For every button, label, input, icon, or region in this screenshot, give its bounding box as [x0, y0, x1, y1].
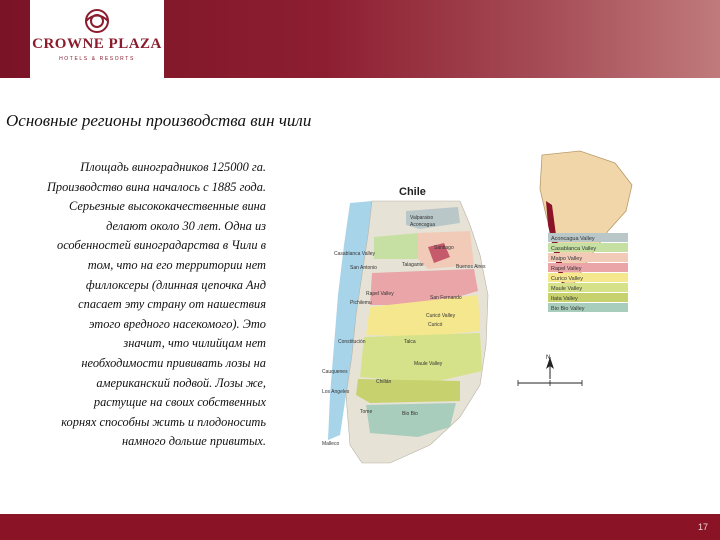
legend-label: Itata Valley — [551, 296, 578, 302]
region-itata — [356, 379, 460, 403]
body-line: Серьезные высококачественные вина — [69, 199, 266, 214]
logo-tagline: HOTELS & RESORTS — [59, 56, 135, 62]
map-label-curico-valley: Curicó Valley — [426, 313, 456, 319]
compass-north-label: N — [546, 355, 551, 361]
map-label-maule: Maule Valley — [414, 361, 443, 367]
logo — [30, 0, 164, 78]
legend-label: Rapel Valley — [551, 266, 582, 272]
map-label-los-angeles: Los Angeles — [322, 389, 350, 395]
page-number: 17 — [697, 522, 708, 532]
body-line: корнях способны жить и плодоносить — [61, 414, 266, 429]
body-line: Площадь виноградников 125000 га. — [80, 160, 266, 174]
map-title: Chile — [399, 186, 426, 198]
map-label-pichilemu: Pichilemu — [350, 300, 372, 306]
legend-label: Maule Valley — [551, 286, 583, 292]
body-line: спасает эту страну от нашествия — [78, 297, 266, 312]
map-label-san-antonio: San Antonio — [350, 265, 377, 271]
map-label-buenos-aires: Buenos Aires — [456, 264, 486, 270]
body-line: делают около 30 лет. Одна из — [106, 218, 266, 233]
body-line: значит, что чилийцам нет — [123, 336, 266, 351]
body-line: филлоксеры (длинная цепочка Анд — [85, 277, 266, 292]
map-label-cauquenes: Cauquenes — [322, 369, 348, 375]
map-label-malleco: Malleco — [322, 441, 340, 447]
body-line: необходимости прививать лозы на — [81, 355, 266, 370]
legend-label: Bio Bio Valley — [551, 306, 585, 312]
scale-bar — [518, 380, 582, 386]
page-title: Основные регионы производства вин чили — [6, 111, 312, 130]
body-line: намного дольше привитых. — [122, 434, 266, 449]
map-label-valparaiso: Valparaiso — [410, 215, 434, 221]
region-casablanca — [374, 233, 418, 259]
map-label-aconcagua: Aconcagua — [410, 222, 436, 228]
body-line: особенностей виноградарства в Чили в — [57, 238, 266, 253]
map-label-chillan: Chillán — [376, 379, 392, 385]
compass-rose-icon — [546, 355, 554, 379]
body-line: американский подвой. Лозы же, — [96, 375, 266, 390]
map-label-casablanca: Casablanca Valley — [334, 251, 376, 257]
legend-label: Maipo Valley — [551, 256, 583, 262]
body-line: этого вредного насекомого). Это — [88, 316, 266, 331]
body-text — [8, 158, 266, 452]
map-label-constitucion: Constitución — [338, 339, 366, 345]
body-line: том, что на его территории нет — [87, 257, 266, 272]
body-line: растущие на своих собственных — [93, 395, 266, 410]
map-label-bio-bio: Bio Bio — [402, 411, 418, 417]
crown-logo-icon — [82, 8, 112, 34]
map-label-talca: Talca — [404, 339, 416, 345]
map-label-rapel: Rapel Valley — [366, 291, 394, 297]
map-label-santiago: Santiago — [434, 245, 454, 251]
footer-bar — [0, 514, 720, 540]
legend-label: Aconcagua Valley — [551, 236, 595, 242]
map-label-tome: Tome — [360, 409, 373, 415]
legend-label: Curico Valley — [551, 276, 583, 282]
logo-name: CROWNE PLAZA — [32, 36, 162, 52]
chile-wine-map — [310, 145, 640, 470]
body-line: Производство вина началось с 1885 года. — [46, 179, 266, 194]
map-label-san-fernando: San Fernando — [430, 295, 462, 301]
legend-label: Casablanca Valley — [551, 246, 597, 252]
header-banner — [0, 0, 720, 78]
map-label-talagante: Talagante — [402, 262, 424, 268]
map-label-curico: Curicó — [428, 322, 443, 328]
